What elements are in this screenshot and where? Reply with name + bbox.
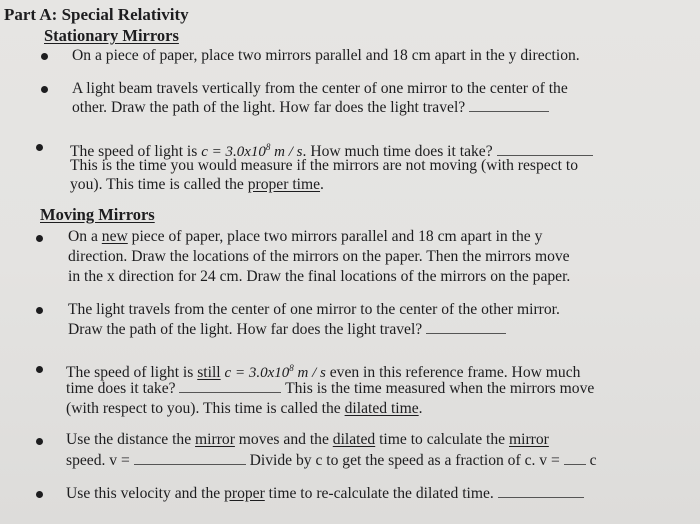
stationary-bullet-3-line-2: This is the time you would measure if the mirrors are not moving (with respect to bbox=[70, 157, 578, 174]
moving-bullet-3-line-1: The speed of light is still $c = 3.0x10^8$ m / s even in this reference frame. How much bbox=[66, 363, 581, 381]
moving-bullet-5: Use this velocity and the proper time to re-calculate the dilated time. bbox=[66, 484, 584, 504]
bullet-icon bbox=[36, 307, 43, 314]
moving-mirrors-heading: Moving Mirrors bbox=[40, 205, 155, 224]
bullet-icon bbox=[36, 366, 43, 373]
moving-bullet-4-line-1: Use the distance the mirror moves and the dilated time to calculate the mirror bbox=[66, 431, 549, 448]
moving-bullet-4-line-2: speed. v = Divide by c to get the speed as a fraction of c. v = c bbox=[66, 452, 597, 469]
moving-bullet-2-line-2: Draw the path of the light. How far does the light travel? bbox=[68, 320, 506, 340]
moving-bullet-3-line-3: (with respect to you). This time is called the dilated time. bbox=[66, 400, 423, 417]
answer-blank[interactable] bbox=[498, 485, 584, 498]
fraction-blank[interactable] bbox=[564, 452, 586, 465]
bullet-icon bbox=[41, 86, 48, 93]
stationary-bullet-2-line-2: other. Draw the path of the light. How far does the light travel? bbox=[72, 98, 549, 118]
answer-blank[interactable] bbox=[497, 143, 593, 156]
answer-blank[interactable] bbox=[426, 321, 506, 334]
moving-bullet-1-line-2: direction. Draw the locations of the mirrors on the paper. Then the mirrors move bbox=[68, 248, 570, 265]
stationary-bullet-2-line-1: A light beam travels vertically from the center of one mirror to the center of the bbox=[72, 80, 568, 97]
velocity-blank[interactable] bbox=[134, 452, 246, 465]
bullet-icon bbox=[36, 491, 43, 498]
stationary-mirrors-heading: Stationary Mirrors bbox=[44, 26, 179, 45]
stationary-bullet-3-line-3: you). This time is called the proper time. bbox=[70, 176, 324, 193]
moving-bullet-1-line-1: On a new piece of paper, place two mirrors parallel and 18 cm apart in the y bbox=[68, 228, 543, 245]
stationary-bullet-1: On a piece of paper, place two mirrors parallel and 18 cm apart in the y direction. bbox=[72, 47, 580, 64]
bullet-icon bbox=[41, 53, 48, 60]
bullet-icon bbox=[36, 144, 43, 151]
speed-of-light-formula: $c = 3.0x10^8$ m / s bbox=[201, 142, 303, 160]
moving-bullet-2-line-1: The light travels from the center of one mirror to the center of the other mirror. bbox=[68, 301, 560, 318]
answer-blank[interactable] bbox=[469, 99, 549, 112]
page-title: Part A: Special Relativity bbox=[4, 5, 189, 24]
stationary-bullet-3-line-1: The speed of light is $c = 3.0x10^8$ m / s. How much time does it take? bbox=[70, 137, 593, 162]
bullet-icon bbox=[36, 438, 43, 445]
answer-blank[interactable] bbox=[179, 380, 281, 393]
bullet-icon bbox=[36, 235, 43, 242]
speed-of-light-formula: $c = 3.0x10^8$ m / s bbox=[224, 363, 326, 381]
moving-bullet-1-line-3: in the x direction for 24 cm. Draw the final locations of the mirrors on the paper. bbox=[68, 268, 571, 285]
moving-bullet-3-line-2: time does it take? This is the time measured when the mirrors move bbox=[66, 380, 595, 397]
